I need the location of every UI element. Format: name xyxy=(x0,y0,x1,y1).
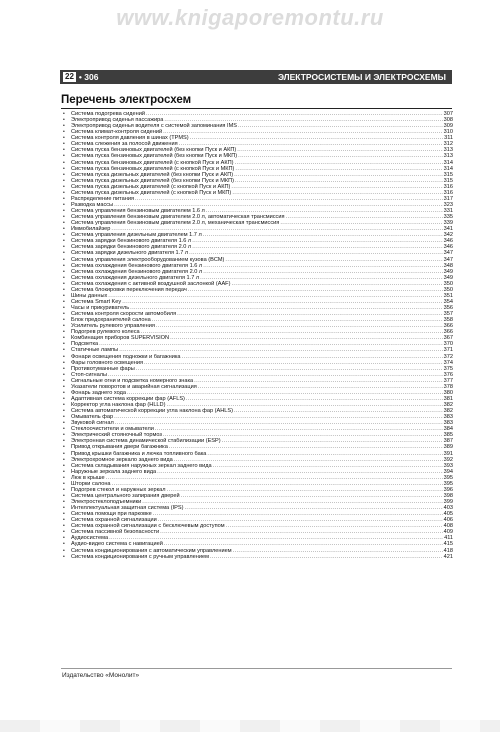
bullet-icon: • xyxy=(63,450,65,457)
toc-item-page: 316 xyxy=(443,183,453,190)
toc-item-page: 387 xyxy=(443,438,453,445)
bullet-icon: • xyxy=(63,274,65,281)
toc-item-label: Система охлаждения бензинового двигателя 2.0 л xyxy=(71,268,203,275)
toc-item-page: 349 xyxy=(443,268,453,275)
toc-item-label: Электронная система динамической стабилизации (ESP) xyxy=(71,438,221,445)
toc-item-page: 312 xyxy=(443,141,453,148)
toc-list xyxy=(63,111,453,560)
toc-item-page: 346 xyxy=(443,244,453,251)
bullet-icon: • xyxy=(63,256,65,263)
toc-item-label: Интеллектуальная защитная система (IPS) xyxy=(71,505,184,512)
toc-item-page: 366 xyxy=(443,323,453,330)
bullet-icon: • xyxy=(63,220,65,227)
toc-item-label: Противотуманные фары xyxy=(71,365,135,372)
toc-item-label: Система автоматической коррекции угла наклона фар (AHLS) xyxy=(71,408,233,415)
page-number-block xyxy=(60,72,98,82)
toc-item-label: Привод крышки багажника и лючка топливного бака xyxy=(71,450,207,457)
bullet-icon: • xyxy=(63,395,65,402)
toc-item-page: 415 xyxy=(443,541,453,548)
toc-item-label: Система охлаждения бензинового двигателя 1.6 л xyxy=(71,262,203,269)
bullet-icon: • xyxy=(63,444,65,451)
toc-item-page: 374 xyxy=(443,359,453,366)
page-number: • 306 xyxy=(78,72,99,82)
bullet-icon: • xyxy=(63,268,65,275)
toc-item-label: Электропривод сиденья водителя с системой запоминания IMS xyxy=(71,123,237,130)
toc-item-label: Указатели поворотов и аварийная сигнализация xyxy=(71,383,197,390)
toc-item-page: 421 xyxy=(443,553,453,560)
toc-item-page: 398 xyxy=(443,492,453,499)
toc-item-label: Стоп-сигналы xyxy=(71,371,107,378)
toc-item-page: 313 xyxy=(443,147,453,154)
bullet-icon: • xyxy=(63,111,65,117)
toc-item-page: 392 xyxy=(443,456,453,463)
bullet-icon: • xyxy=(63,523,65,530)
toc-item-page: 313 xyxy=(443,153,453,160)
toc-item-page: 405 xyxy=(443,511,453,518)
page-title: Перечень электросхем xyxy=(61,94,192,106)
toc-item-page: 350 xyxy=(443,280,453,287)
toc-item-label: Система управления бензиновым двигателем 2.0 л, автоматическая трансмиссия xyxy=(71,214,285,221)
bullet-icon: • xyxy=(63,505,65,512)
toc-item-label: Система пуска бензиновых двигателей (с кнопкой Пуск и АКП) xyxy=(71,159,234,166)
toc-item-label: Система кондиционирования с автоматическим управлением xyxy=(71,547,232,554)
bullet-icon: • xyxy=(63,159,65,166)
bullet-icon: • xyxy=(63,311,65,318)
page-header xyxy=(60,70,452,84)
toc-item-label: Система пуска дизельных двигателей (без кнопки Пуск и АКП) xyxy=(71,171,234,178)
toc-item-page: 395 xyxy=(443,480,453,487)
bottom-strip xyxy=(0,720,500,732)
toc-item-label: Система пуска дизельных двигателей (без кнопки Пуск и МКП) xyxy=(71,177,235,184)
bullet-icon: • xyxy=(63,208,65,214)
toc-item-page: 308 xyxy=(443,117,453,124)
toc-item-page: 372 xyxy=(443,353,453,360)
bullet-icon: • xyxy=(63,420,65,427)
bullet-icon: • xyxy=(63,165,65,172)
toc-item-label: Фонарь заднего хода xyxy=(71,389,126,396)
bullet-icon: • xyxy=(63,432,65,439)
toc-item-label: Система климат-контроля сидений xyxy=(71,129,163,136)
bullet-icon: • xyxy=(63,414,65,421)
toc-item-label: Система контроля скорости автомобиля xyxy=(71,311,177,318)
bullet-icon: • xyxy=(63,341,65,348)
toc-item-page: 384 xyxy=(443,426,453,433)
toc-item-page: 350 xyxy=(443,286,453,293)
toc-item-label: Система управления бензиновым двигателем 2.0 л, механическая трансмиссия xyxy=(71,220,280,227)
bullet-icon: • xyxy=(63,517,65,524)
toc-item-page: 339 xyxy=(443,220,453,227)
toc-item-label: Наружные зеркала заднего вида xyxy=(71,468,157,475)
footer-divider xyxy=(61,668,452,669)
bullet-icon: • xyxy=(63,129,65,136)
bullet-icon: • xyxy=(63,347,65,354)
toc-item-label: Аудиосистема xyxy=(71,535,109,542)
bullet-icon: • xyxy=(63,298,65,305)
bullet-icon: • xyxy=(63,353,65,360)
toc-item-page: 358 xyxy=(443,317,453,324)
toc-item-page: 315 xyxy=(443,171,453,178)
toc-item-page: 396 xyxy=(443,486,453,493)
bullet-icon: • xyxy=(63,317,65,324)
bullet-icon: • xyxy=(63,280,65,287)
bullet-icon: • xyxy=(63,305,65,311)
toc-item-page: 418 xyxy=(443,547,453,554)
toc-item-label: Система охлаждения с активной воздушной заслонкой (AAF) xyxy=(71,280,231,287)
toc-item-label: Система пуска дизельных двигателей (с кнопкой Пуск и МКП) xyxy=(71,189,232,196)
bullet-icon: • xyxy=(63,123,65,130)
toc-item-label: Аудио-видео система с навигацией xyxy=(71,541,163,548)
toc-item-label: Система зарядки бензинового двигателя 1.6 л xyxy=(71,238,192,245)
section-number: 22 xyxy=(65,72,74,81)
title-divider xyxy=(61,108,452,109)
toc-item-page: 315 xyxy=(443,177,453,184)
toc-item-label: Разводка массы xyxy=(71,201,114,208)
toc-item-label: Система охранной сигнализации xyxy=(71,517,157,524)
toc-item-label: Система пуска бензиновых двигателей (с кнопкой Пуск и МКП) xyxy=(71,165,235,172)
toc-item-page: 349 xyxy=(443,274,453,281)
bullet-icon: • xyxy=(63,371,65,378)
bullet-icon: • xyxy=(63,511,65,518)
toc-item-page: 317 xyxy=(443,195,453,202)
toc-item-label: Система пуска дизельных двигателей (с кнопкой Пуск и АКП) xyxy=(71,183,231,190)
toc-item-label: Электрохромное зеркало заднего вида xyxy=(71,456,173,463)
toc-item-label: Электрический стояночный тормоз xyxy=(71,432,162,439)
toc-item-page: 356 xyxy=(443,305,453,311)
bullet-icon: • xyxy=(63,383,65,390)
bullet-icon: • xyxy=(63,402,65,408)
bullet-icon: • xyxy=(63,226,65,233)
toc-item-page: 370 xyxy=(443,341,453,348)
toc-item-label: Блок предохранителей салона xyxy=(71,317,151,324)
toc-item-label: Привод открывания двери багажника xyxy=(71,444,168,451)
toc-item-label: Адаптивная система коррекции фар (AFLS) xyxy=(71,395,185,402)
bullet-icon: • xyxy=(63,135,65,142)
toc-item-page: 380 xyxy=(443,389,453,396)
toc-item-label: Распределение питания xyxy=(71,195,135,202)
toc-item-page: 393 xyxy=(443,462,453,469)
bullet-icon: • xyxy=(63,389,65,396)
toc-item-label: Стеклоочистители и омыватели xyxy=(71,426,154,433)
toc-item-page: 348 xyxy=(443,262,453,269)
toc-item-label: Система охлаждения дизельного двигателя 1.7 л xyxy=(71,274,200,281)
toc-item-page: 354 xyxy=(443,298,453,305)
publisher-credit: Издательство «Монолит» xyxy=(62,672,140,679)
watermark: www.knigaporemontu.ru xyxy=(116,5,384,30)
toc-item-label: Часы и прикуриватель xyxy=(71,305,130,311)
toc-item-label: Система центрального запирания дверей xyxy=(71,492,180,499)
bullet-icon: • xyxy=(63,480,65,487)
toc-item-page: 371 xyxy=(443,347,453,354)
toc-item-page: 314 xyxy=(443,159,453,166)
bullet-icon: • xyxy=(63,177,65,184)
toc-item-page: 342 xyxy=(443,232,453,239)
toc-item-page: 399 xyxy=(443,499,453,505)
toc-item-page: 381 xyxy=(443,395,453,402)
bullet-icon: • xyxy=(63,147,65,154)
bullet-icon: • xyxy=(63,323,65,330)
bullet-icon: • xyxy=(63,529,65,536)
toc-item-page: 307 xyxy=(443,111,453,117)
dot-leader xyxy=(210,554,443,560)
toc-item-page: 385 xyxy=(443,432,453,439)
toc-item-label: Система управления дизельным двигателем 1.7 л xyxy=(71,232,202,239)
toc-item-label: Система зарядки дизельного двигателя 1.7 л xyxy=(71,250,189,257)
bullet-icon: • xyxy=(63,541,65,548)
toc-item-label: Комбинация приборов SUPERVISION xyxy=(71,335,170,342)
bullet-icon: • xyxy=(63,468,65,475)
bullet-icon: • xyxy=(63,462,65,469)
toc-item-page: 383 xyxy=(443,420,453,427)
toc-item-page: 323 xyxy=(443,201,453,208)
toc-item-label: Иммобилайзер xyxy=(71,226,111,233)
toc-item-label: Система пуска бензиновых двигателей (без кнопки Пуск и АКП) xyxy=(71,147,237,154)
toc-item-label: Электростеклоподъемники xyxy=(71,499,142,505)
toc-item-label: Звуковой сигнал xyxy=(71,420,114,427)
toc-item-label: Шторки салона xyxy=(71,480,111,487)
bullet-icon: • xyxy=(63,547,65,554)
bullet-icon: • xyxy=(63,408,65,415)
toc-item-label: Подсветка xyxy=(71,341,99,348)
bullet-icon: • xyxy=(63,335,65,342)
bullet-icon: • xyxy=(63,286,65,293)
toc-item-label: Система управления бензиновым двигателем 1.6 л xyxy=(71,208,205,214)
bullet-icon: • xyxy=(63,141,65,148)
bullet-icon: • xyxy=(63,238,65,245)
toc-item-page: 310 xyxy=(443,129,453,136)
bullet-icon: • xyxy=(63,244,65,251)
toc-item-label: Система кондиционирования с ручным управлением xyxy=(71,553,209,560)
bullet-icon: • xyxy=(63,214,65,221)
bullet-icon: • xyxy=(63,486,65,493)
toc-item-page: 395 xyxy=(443,474,453,481)
bullet-icon: • xyxy=(63,499,65,505)
toc-item-page: 382 xyxy=(443,402,453,408)
toc-item-label: Сигнальные огни и подсветка номерного знака xyxy=(71,377,194,384)
toc-item-page: 367 xyxy=(443,335,453,342)
bullet-icon: • xyxy=(63,195,65,202)
bullet-icon: • xyxy=(63,262,65,269)
toc-item-page: 331 xyxy=(443,208,453,214)
bullet-icon: • xyxy=(63,492,65,499)
toc-item-page: 314 xyxy=(443,165,453,172)
toc-item-page: 408 xyxy=(443,523,453,530)
section-title: ЭЛЕКТРОСИСТЕМЫ И ЭЛЕКТРОСХЕМЫ xyxy=(277,72,446,82)
toc-item-page: 366 xyxy=(443,329,453,336)
bullet-icon: • xyxy=(63,250,65,257)
toc-item-page: 346 xyxy=(443,238,453,245)
toc-item[interactable] xyxy=(63,554,453,560)
bullet-icon: • xyxy=(63,474,65,481)
toc-item-page: 382 xyxy=(443,408,453,415)
toc-item-page: 406 xyxy=(443,517,453,524)
bullet-icon: • xyxy=(63,377,65,384)
bullet-icon: • xyxy=(63,171,65,178)
toc-item-page: 311 xyxy=(444,135,453,142)
bullet-icon: • xyxy=(63,117,65,124)
bullet-icon: • xyxy=(63,329,65,336)
toc-item-page: 394 xyxy=(443,468,453,475)
toc-item-label: Фонари освещения подножки и багажника xyxy=(71,353,181,360)
toc-item-page: 377 xyxy=(443,377,453,384)
bullet-icon: • xyxy=(63,426,65,433)
toc-item-page: 347 xyxy=(443,250,453,257)
toc-item-page: 309 xyxy=(443,123,453,130)
toc-item-label: Усилитель рулевого управления xyxy=(71,323,155,330)
toc-item-label: Система контроля давления в шинах (TPMS) xyxy=(71,135,189,142)
bullet-icon: • xyxy=(63,535,65,542)
bullet-icon: • xyxy=(63,201,65,208)
toc-item-page: 409 xyxy=(443,529,453,536)
toc-item-page: 351 xyxy=(443,292,453,299)
toc-item-page: 403 xyxy=(443,505,453,512)
bullet-icon: • xyxy=(63,456,65,463)
bullet-icon: • xyxy=(63,232,65,239)
bullet-icon: • xyxy=(63,365,65,372)
bullet-icon: • xyxy=(63,438,65,445)
toc-item-label: Система слежения за полосой движения xyxy=(71,141,178,148)
toc-item-label: Система зарядки бензинового двигателя 2.0 л xyxy=(71,244,192,251)
toc-item-page: 357 xyxy=(443,311,453,318)
toc-item-label: Система охранной сигнализации с бесключевым доступом xyxy=(71,523,225,530)
toc-item-page: 391 xyxy=(443,450,453,457)
bullet-icon: • xyxy=(63,189,65,196)
toc-item-label: Система управления электрооборудованием кузова (BCM) xyxy=(71,256,225,263)
toc-item-page: 383 xyxy=(443,414,453,421)
toc-item-label: Омыватель фар xyxy=(71,414,114,421)
toc-item-label: Люк в крыше xyxy=(71,474,105,481)
toc-item-page: 378 xyxy=(443,383,453,390)
toc-item-label: Система пассивной безопасности xyxy=(71,529,160,536)
bullet-icon: • xyxy=(63,292,65,299)
toc-item-page: 411 xyxy=(444,535,453,542)
toc-item-label: Фары головного освещения xyxy=(71,359,143,366)
bullet-icon: • xyxy=(63,183,65,190)
toc-item-label: Электропривод сиденья пассажира xyxy=(71,117,164,124)
toc-item-page: 316 xyxy=(443,189,453,196)
toc-item-page: 375 xyxy=(443,365,453,372)
bullet-icon: • xyxy=(63,153,65,160)
toc-item-label: Система помощи при парковке xyxy=(71,511,152,518)
toc-item-page: 335 xyxy=(443,214,453,221)
toc-item-label: Подогрев стекол и наружных зеркал xyxy=(71,486,166,493)
toc-item-page: 389 xyxy=(443,444,453,451)
toc-item-label: Шины данных xyxy=(71,292,108,299)
toc-item-label: Система пуска бензиновых двигателей (без кнопки Пуск и МКП) xyxy=(71,153,238,160)
toc-item-label: Система блокировки переключения передач xyxy=(71,286,187,293)
toc-item-label: Корректор угла наклона фар (HLLD) xyxy=(71,402,166,408)
toc-item-label: Система Smart Key xyxy=(71,298,122,305)
toc-item-label: Система подогрева сидений xyxy=(71,111,145,117)
toc-item-page: 376 xyxy=(443,371,453,378)
toc-item-label: Статичные лампы xyxy=(71,347,119,354)
toc-item-page: 347 xyxy=(443,256,453,263)
toc-item-label: Система складывания наружных зеркал заднего вида xyxy=(71,462,212,469)
bullet-icon: • xyxy=(63,553,65,560)
toc-item-label: Подогрев рулевого колеса xyxy=(71,329,140,336)
bullet-icon: • xyxy=(63,359,65,366)
toc-item-page: 341 xyxy=(443,226,453,233)
